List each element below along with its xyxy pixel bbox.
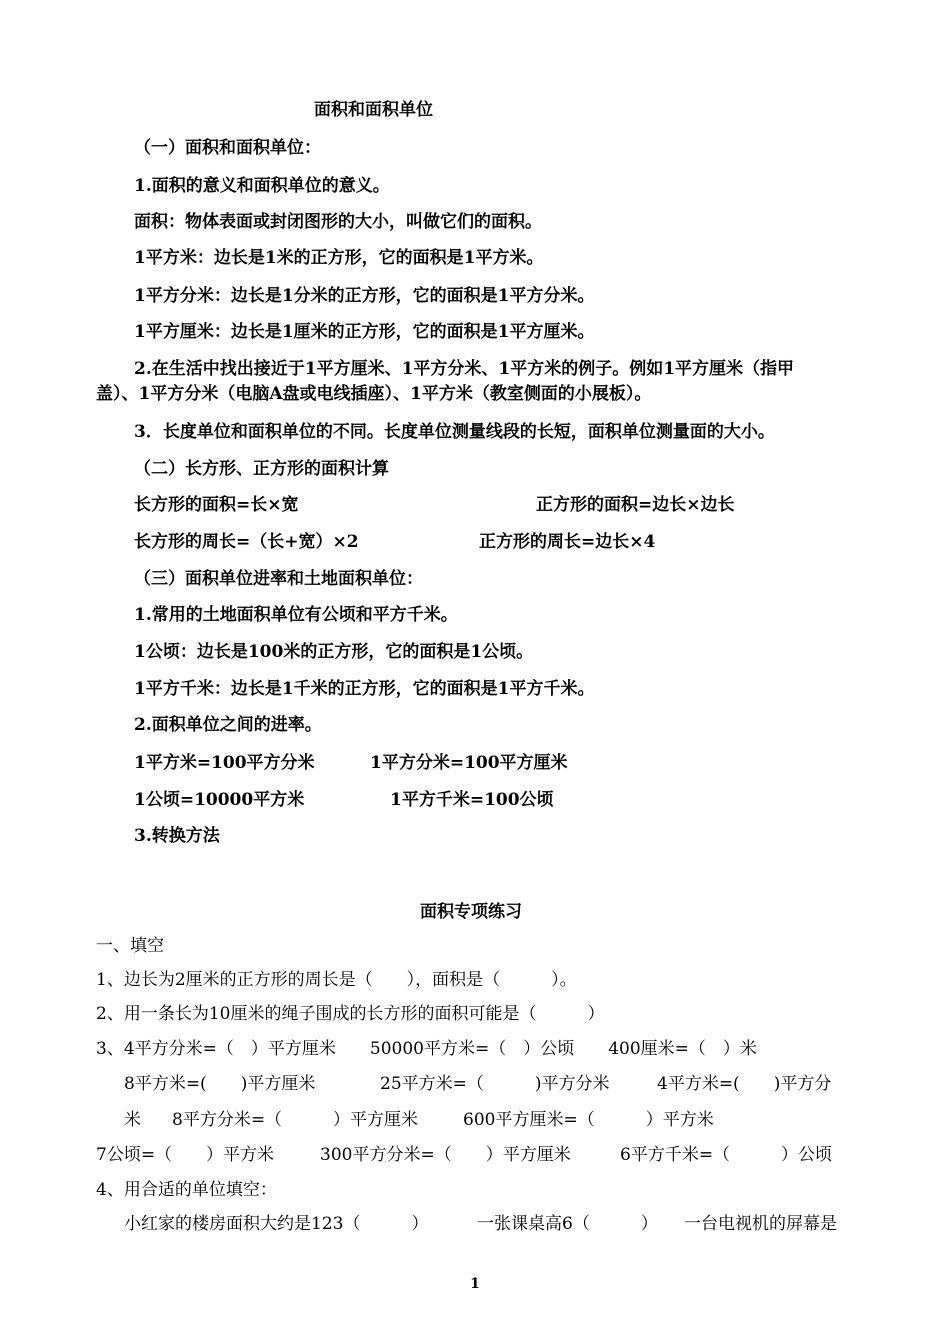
exercise: 小红家的楼房面积大约是123（ ） — [124, 1214, 429, 1234]
part-heading: （三）面积单位进率和土地面积单位： — [134, 569, 423, 589]
exercise: 300平方分米=（ ）平方厘米 — [320, 1145, 571, 1165]
exercise: 8平方分米=（ ）平方厘米 — [172, 1110, 419, 1130]
exercise: 3、4平方分米=（ ）平方厘米 50000平方米=（ ）公顷 400厘米=（ ）米 — [96, 1039, 757, 1059]
exercise: 7公顷=（ ）平方米 — [96, 1145, 275, 1165]
exercise-heading: 一、填空 — [96, 936, 164, 956]
formula: 长方形的面积=长×宽 — [134, 495, 299, 515]
paragraph: 1.面积的意义和面积单位的意义。 — [134, 176, 390, 196]
part-heading: （二）长方形、正方形的面积计算 — [134, 459, 389, 479]
formula: 正方形的面积=边长×边长 — [536, 495, 735, 515]
section-title: 面积专项练习 — [420, 902, 522, 922]
paragraph: 3.转换方法 — [134, 826, 220, 846]
exercise: 1、边长为2厘米的正方形的周长是（ ），面积是（ ）。 — [96, 970, 577, 990]
exercise: 25平方米=（ )平方分米 — [380, 1074, 610, 1094]
paragraph: 面积：物体表面或封闭图形的大小，叫做它们的面积。 — [134, 212, 542, 232]
exercise: 600平方厘米=（ ）平方米 — [463, 1110, 714, 1130]
page-number: 1 — [470, 1276, 480, 1292]
paragraph: 3．长度单位和面积单位的不同。长度单位测量线段的长短，面积单位测量面的大小。 — [134, 422, 775, 442]
formula: 正方形的周长=边长×4 — [479, 532, 656, 552]
exercise: 2、用一条长为10厘米的绳子围成的长方形的面积可能是（ ） — [96, 1004, 605, 1024]
rate: 1平方米=100平方分米 — [134, 753, 315, 773]
paragraph: 1.常用的土地面积单位有公顷和平方千米。 — [134, 605, 458, 625]
paragraph: 1平方米：边长是1米的正方形，它的面积是1平方米。 — [134, 248, 544, 268]
exercise: 一台电视机的屏幕是 — [684, 1214, 837, 1234]
part-heading: （一）面积和面积单位： — [134, 138, 321, 158]
exercise: 米 — [124, 1110, 141, 1130]
formula: 长方形的周长=（长+宽）×2 — [134, 532, 359, 552]
exercise: 8平方米=( )平方厘米 — [124, 1074, 316, 1094]
rate: 1公顷=10000平方米 — [134, 790, 305, 810]
exercise: 6平方千米=（ ）公顷 — [620, 1145, 833, 1165]
section-title: 面积和面积单位 — [314, 100, 433, 120]
exercise: 一张课桌高6（ ） — [477, 1214, 658, 1234]
paragraph: 1平方分米：边长是1分米的正方形，它的面积是1平方分米。 — [134, 286, 595, 306]
paragraph: 盖）、1平方分米（电脑A盘或电线插座）、1平方米（教室侧面的小展板）。 — [96, 384, 652, 404]
rate: 1平方分米=100平方厘米 — [370, 753, 568, 773]
paragraph: 1平方厘米：边长是1厘米的正方形，它的面积是1平方厘米。 — [134, 322, 595, 342]
paragraph: 1公顷：边长是100米的正方形，它的面积是1公顷。 — [134, 642, 534, 662]
exercise: 4平方米=( )平方分 — [657, 1074, 832, 1094]
paragraph: 2.面积单位之间的进率。 — [134, 715, 322, 735]
paragraph: 1平方千米：边长是1千米的正方形，它的面积是1平方千米。 — [134, 679, 595, 699]
paragraph: 2.在生活中找出接近于1平方厘米、1平方分米、1平方米的例子。例如1平方厘米（指甲 — [134, 359, 795, 379]
exercise: 4、用合适的单位填空： — [96, 1180, 277, 1200]
rate: 1平方千米=100公顷 — [390, 790, 554, 810]
